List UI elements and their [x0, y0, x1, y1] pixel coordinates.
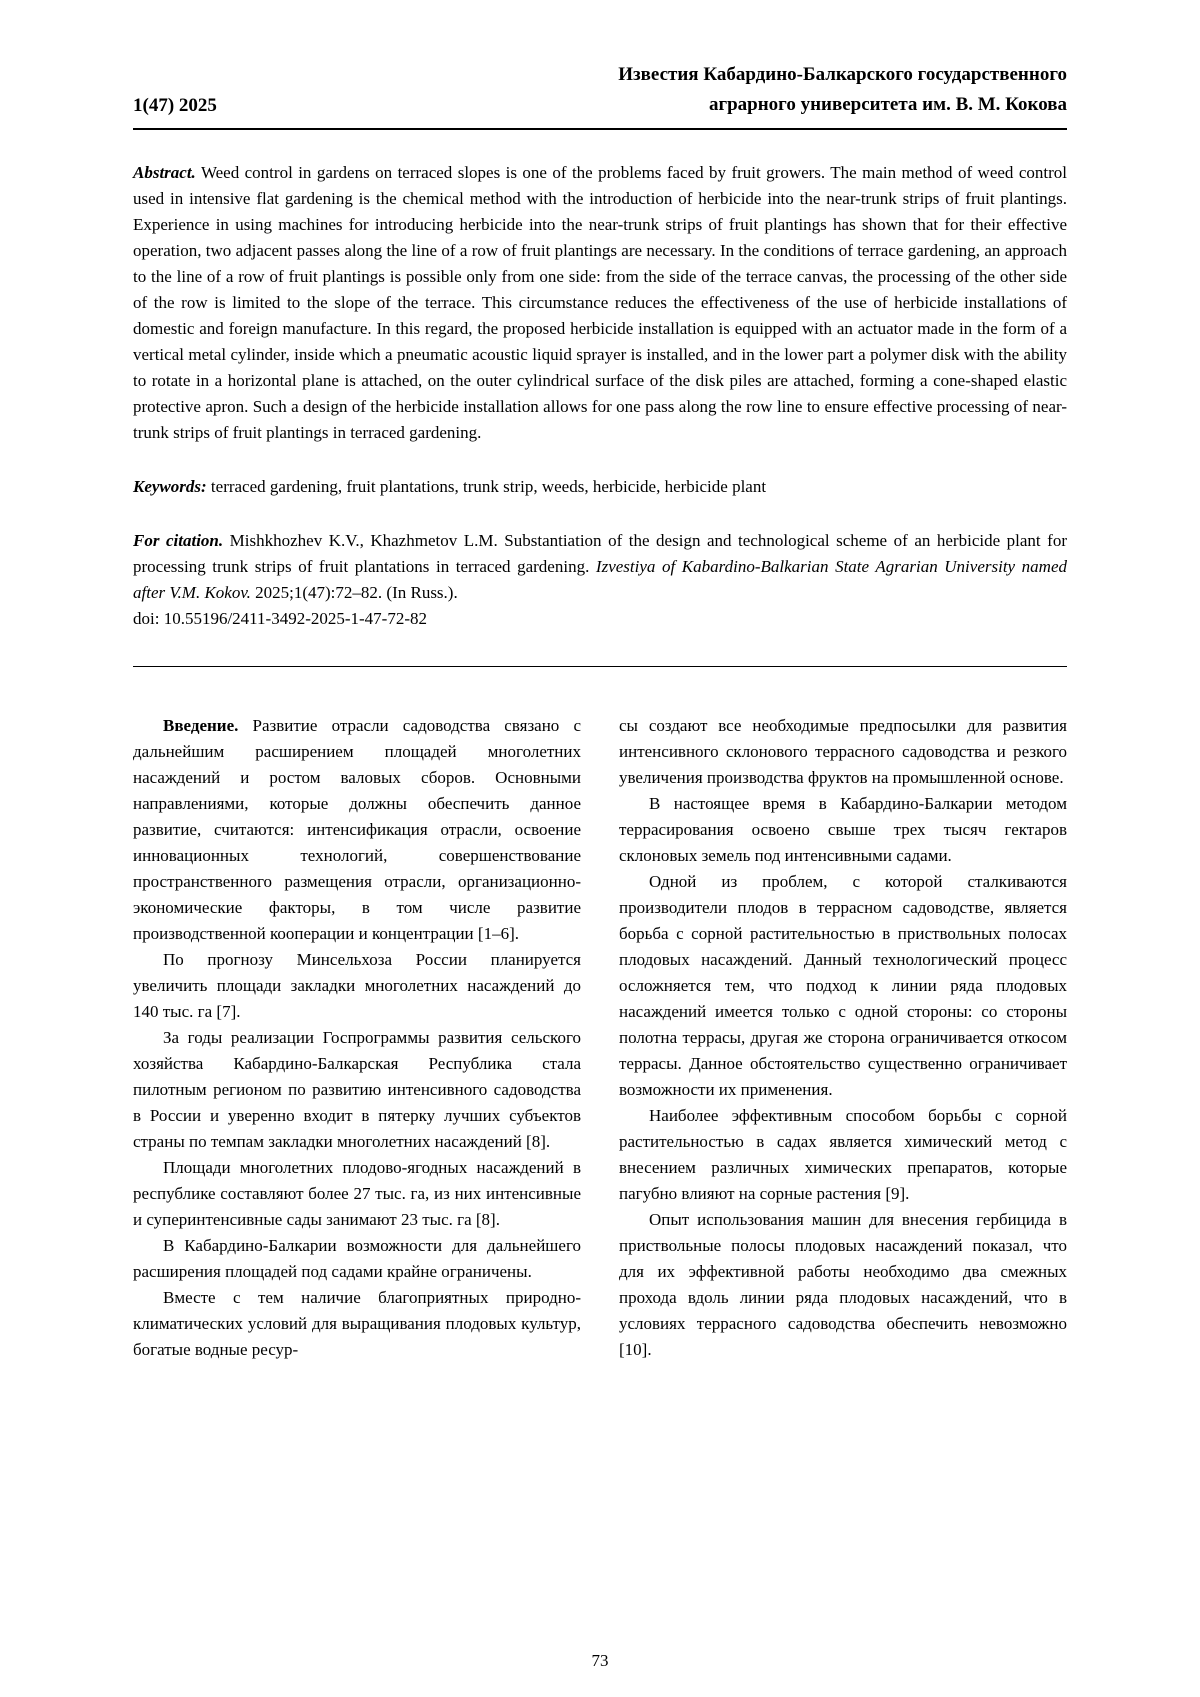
- intro-lead-label: Введение.: [163, 716, 239, 735]
- paragraph: По прогнозу Минсельхоза России планируется увеличить площади закладки многолетних насаждений до 140 тыс. га [7].: [133, 950, 581, 1021]
- paragraph: Опыт использования машин для внесения гербицида в приствольные полосы плодовых насаждений показал, что для их эффективной работы необходимо два смежных прохода вдоль линии ряда плодовых насаждений, что в условиях террасного садоводства обеспечить невозможно [10].: [619, 1210, 1067, 1359]
- paragraph: Вместе с тем наличие благоприятных природно-климатических условий для выращивания плодовых культур, богатые водные ресур-: [133, 1288, 581, 1359]
- paragraph: В Кабардино-Балкарии возможности для дальнейшего расширения площадей под садами крайне ограничены.: [133, 1236, 581, 1281]
- abstract-text: Weed control in gardens on terraced slopes is one of the problems faced by fruit growers. The main method of weed control used in intensive flat gardening is the chemical method with the introduction of herbicide into the near-trunk strips of fruit plantings. Experience in using machines for introducing herbicide into the near-trunk strips of fruit plantings has shown that for their effective operation, two adjacent passes along the line of a row of fruit plantings are necessary. In the conditions of terrace gardening, an approach to the line of a row of fruit plantings is possible only from one side: from the side of the terrace canvas, the processing of the other side of the row is limited to the slope of the terrace. This circumstance reduces the effectiveness of the use of herbicide installations of domestic and foreign manufacture. In this regard, the proposed herbicide installation is equipped with an actuator made in the form of a vertical metal cylinder, inside which a pneumatic acoustic liquid sprayer is installed, and in the lower part a polymer disk with the ability to rotate in a horizontal plane is attached, on the outer cylindrical surface of the disk piles are attached, forming a cone-shaped elastic protective apron. Such a design of the herbicide installation allows for one pass along the row line to ensure effective processing of near-trunk strips of fruit plantings in terraced gardening.: [133, 163, 1067, 442]
- paragraph: В настоящее время в Кабардино-Балкарии методом террасирования освоено свыше трех тысяч гектаров склоновых земель под интенсивными садами.: [619, 794, 1067, 865]
- left-column: [133, 713, 581, 1363]
- section-divider: [133, 666, 1067, 667]
- paragraph-continuation: сы создают все необходимые предпосылки для развития интенсивного склонового террасного садоводства и резкого увеличения производства фруктов на промышленной основе.: [619, 716, 1067, 787]
- page-number: 73: [591, 1651, 609, 1670]
- keywords-label: Keywords:: [133, 477, 207, 496]
- citation-paragraph: [133, 528, 1067, 632]
- page-header: [133, 60, 1067, 120]
- page-footer: [133, 1637, 1067, 1671]
- issue-number: 1(47) 2025: [133, 95, 217, 116]
- paragraph: Одной из проблем, с которой сталкиваются производители плодов в террасном садоводстве, является борьба с сорной растительностью в приствольных полосах плодовых насаждений. Данный технологический процесс осложняется тем, что подход к линии ряда плодовых насаждений имеется только с одной стороны: со стороны полотна террасы, другая же сторона ограничивается откосом террасы. Данное обстоятельство существенно ограничивает возможности их применения.: [619, 872, 1067, 1099]
- journal-title-line1: Известия Кабардино-Балкарского государственного: [618, 64, 1067, 85]
- intro-paragraph: [133, 713, 581, 947]
- abstract-paragraph: [133, 160, 1067, 446]
- journal-title-line2: аграрного университета им. В. М. Кокова: [708, 94, 1067, 115]
- abstract-label: Abstract.: [133, 163, 196, 182]
- citation-doi: doi: 10.55196/2411-3492-2025-1-47-72-82: [133, 609, 428, 628]
- keywords-paragraph: [133, 474, 1067, 500]
- citation-journal-title: Izvestiya of Kabardino-Balkarian State Agrarian University named after V.M. Kokov.: [133, 557, 1067, 602]
- keywords-text: terraced gardening, fruit plantations, trunk strip, weeds, herbicide, herbicide plant: [210, 477, 767, 496]
- header-divider: [133, 128, 1067, 130]
- citation-authors: Mishkhozhev K.V., Khazhmetov L.M. Substantiation of the design and technological scheme of an herbicide plant for processing trunk strips of fruit plantations in terraced gardening.: [133, 531, 1067, 576]
- paragraph-text: Развитие отрасли садоводства связано с дальнейшим расширением площадей многолетних насаждений и ростом валовых сборов. Основными направлениями, которые должны обеспечить данное развитие, считаются: интенсификация отрасли, освоение инновационных технологий, совершенствование пространственного размещения отрасли, организационно-экономические факторы, в том числе развитие производственной кооперации и концентрации [1–6].: [133, 716, 581, 943]
- journal-title: [618, 60, 1067, 120]
- citation-volume-pages: 2025;1(47):72–82. (In Russ.).: [255, 583, 458, 602]
- paragraph: Наиболее эффективным способом борьбы с сорной растительностью в садах является химический метод с внесением различных химических препаратов, которые пагубно влияют на сорные растения [9].: [619, 1106, 1067, 1203]
- article-body: [133, 713, 1067, 1363]
- citation-label: For citation.: [133, 531, 224, 550]
- paragraph: За годы реализации Госпрограммы развития сельского хозяйства Кабардино-Балкарская Республика стала пилотным регионом по развитию интенсивного садоводства в России и уверенно входит в пятерку лучших субъектов страны по темпам закладки многолетних насаждений [8].: [133, 1028, 581, 1151]
- paragraph: Площади многолетних плодово-ягодных насаждений в республике составляют более 27 тыс. га, из них интенсивные и суперинтенсивные сады занимают 23 тыс. га [8].: [133, 1158, 581, 1229]
- right-column: [619, 713, 1067, 1363]
